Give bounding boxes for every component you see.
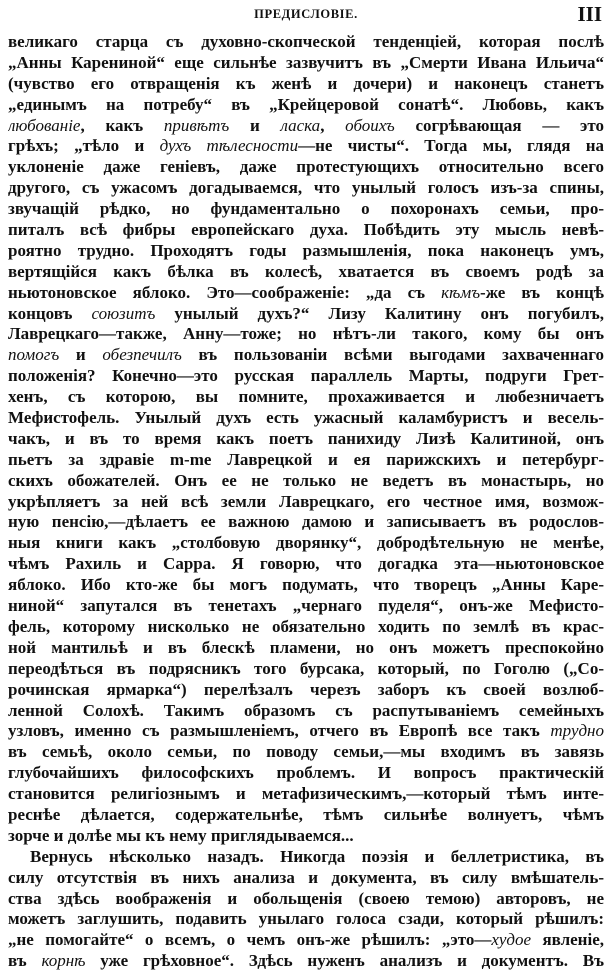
text-segment: положенія? Конечно—это русская параллель Марты, подруги Грет- (8, 366, 604, 386)
italic-text: союзитъ (91, 303, 156, 323)
text-segment: силу отсутствія въ нихъ анализа и документа, въ силу вмѣшатель- (8, 867, 604, 887)
text-segment: переодѣться въ подрясникъ того бурсака, который, по Гоголю („Со- (8, 658, 604, 678)
text-line (8, 345, 604, 366)
text-segment: хенъ, съ которою, вы помните, прохаживается и любезничаетъ (8, 387, 604, 407)
text-segment: въ (8, 951, 42, 971)
text-segment: —не чисты“. Тогда мы, глядя на (298, 136, 604, 156)
italic-text: привѣтъ (163, 115, 230, 135)
text-segment: становится религіознымъ и метафизическимъ,—который тѣмъ инте- (8, 784, 604, 804)
text-line (8, 492, 604, 513)
text-line (8, 721, 604, 742)
text-line (8, 283, 604, 304)
italic-text: ласка (280, 115, 321, 135)
text-segment: другого, съ ужасомъ догадываемся, что унылый голосъ изъ-за спины, (8, 178, 604, 198)
text-segment: роятно трудно. Проходятъ годы размышленія, пока наконецъ умъ, (8, 240, 604, 260)
text-segment: -же въ концѣ (480, 282, 604, 302)
page-number: III (577, 2, 602, 26)
text-line (8, 95, 604, 116)
text-line (8, 868, 604, 889)
text-segment: концовъ (8, 303, 92, 323)
italic-text: обоихъ (345, 115, 395, 135)
text-line (8, 220, 604, 241)
running-header (0, 2, 612, 26)
text-line (8, 53, 604, 74)
text-segment: зорче и долѣе мы къ нему приглядываемся... (8, 825, 354, 845)
text-line (8, 575, 604, 596)
text-segment: ниной“ запутался въ тенетахъ „чернаго пуделя“, онъ-же Мефисто- (8, 596, 604, 616)
text-segment: и (59, 345, 103, 365)
text-segment: Вернусь нѣсколько назадъ. Никогда поэзія и беллетристика, въ (30, 846, 604, 866)
italic-text: корнѣ (41, 951, 86, 971)
text-segment: унылый духъ?“ Лизу Калитину онъ погубилъ, (155, 303, 604, 323)
text-line (8, 199, 604, 220)
text-line (8, 157, 604, 178)
text-line (8, 826, 604, 847)
text-segment: ства здѣсь воображенія и обольщенія (своею темою) авторовъ, не (8, 888, 604, 908)
text-line (8, 241, 604, 262)
text-segment: ленной Солохѣ. Такимъ образомъ съ распутываніемъ семейныхъ (8, 700, 604, 720)
text-line (8, 32, 604, 53)
italic-text: худое (491, 930, 532, 950)
text-segment: чакъ, и въ то время какъ поетъ панихиду Лизѣ Калитиной, онъ (8, 428, 604, 448)
text-line (8, 554, 604, 575)
text-segment: пьетъ за здравіе m-me Лаврецкой и ея парижскихъ и петербург- (8, 449, 604, 469)
text-segment: великаго старца съ духовно-скопческой тенденціей, которая послѣ (8, 32, 604, 51)
text-segment: согрѣвающая — это (394, 115, 604, 135)
text-segment: скихъ обожателей. Онъ ее не только не ведетъ въ монастырь, но (8, 470, 604, 490)
italic-text: трудно (550, 721, 604, 741)
text-line (8, 74, 604, 95)
italic-text: кѣмъ (441, 282, 481, 302)
text-segment: ньютоновское яблоко. Это—соображеніе: „да съ (8, 282, 442, 302)
text-line (8, 262, 604, 283)
text-line (8, 178, 604, 199)
text-segment: ной мантильѣ и въ блескѣ пламени, но онъ можетъ преспокойно (8, 637, 604, 657)
text-line (8, 136, 604, 157)
text-segment: узловъ, именно съ размышленіемъ, отчего въ Европѣ все такъ (8, 721, 551, 741)
text-segment: , (320, 115, 346, 135)
italic-text: духъ тѣлесности (159, 136, 299, 156)
text-line (8, 742, 604, 763)
text-segment: (чувство его отвращенія къ женѣ и дочери) и наконецъ станетъ (8, 73, 604, 93)
text-line (8, 805, 604, 826)
text-segment: ную пенсію,—дѣлаетъ ее важною дамою и записываетъ въ родослов- (8, 512, 604, 532)
text-segment: рочинская ярмарка“) перелѣзалъ черезъ заборъ къ своей возлюб- (8, 679, 604, 699)
running-title: ПРЕДИСЛОВІЕ. (254, 7, 358, 21)
text-segment: , какъ (80, 115, 164, 135)
text-line (8, 512, 604, 533)
text-line (8, 617, 604, 638)
text-segment: уже грѣховное“. Здѣсь нуженъ анализъ и документъ. Въ (85, 951, 604, 971)
text-segment: яблоко. Ибо кто-же бы могъ подумать, что творецъ „Анны Каре- (8, 575, 604, 595)
text-segment: „единымъ на потребу“ въ „Крейцеровой сонатѣ“. Любовь, какъ (8, 94, 604, 114)
text-segment: звучащій рѣдко, но фундаментально о похоронахъ семьи, про- (8, 199, 604, 219)
text-line (8, 387, 604, 408)
text-segment: въ пользованіи всѣми выгодами захваченнаго (181, 345, 604, 365)
italic-text: обезпечилъ (102, 345, 182, 365)
text-line (8, 116, 604, 137)
text-line (8, 471, 604, 492)
text-segment: Мефистофель. Унылый духъ есть ужасный каламбуристъ и весель- (8, 408, 604, 428)
text-line (8, 450, 604, 471)
text-line (8, 889, 604, 910)
text-segment: въ семьѣ, около семьи, по поводу семьи,—мы входимъ въ завязь (8, 742, 604, 762)
text-segment: фель, которому нисколько не обязательно ходить по землѣ въ крас- (8, 616, 604, 636)
text-line (8, 596, 604, 617)
text-line (8, 324, 604, 345)
text-line (8, 701, 604, 722)
italic-text: помогъ (8, 345, 60, 365)
text-segment: реснѣе дѣлается, содержательнѣе, тѣмъ сильнѣе волнуетъ, чѣмъ (8, 804, 604, 824)
text-line (8, 847, 604, 868)
text-segment: укрѣпляетъ за ней всѣ земли Лаврецкаго, его честное имя, возмож- (8, 491, 604, 511)
text-segment: „не помогайте“ о всемъ, о чемъ онъ-же рѣшилъ: „это— (8, 930, 492, 950)
text-line (8, 533, 604, 554)
text-line (8, 366, 604, 387)
text-line (8, 930, 604, 951)
text-segment: и (229, 115, 281, 135)
text-segment: Лаврецкаго—также, Анну—тоже; но нѣтъ-ли такого, кому бы онъ (8, 324, 604, 344)
text-segment: можетъ заглушить, подавить унылаго голоса сзади, который рѣшилъ: (8, 909, 604, 929)
text-segment: вертящійся какъ бѣлка въ колесѣ, хватается въ своемъ родѣ за (8, 261, 604, 281)
text-segment: чѣмъ Рахиль и Сарра. Я говорю, что догадка эта—ньютоновское (8, 554, 604, 574)
text-segment: „Анны Карениной“ еще сильнѣе зазвучитъ въ „Смерти Ивана Ильича“ (8, 52, 604, 72)
text-segment: явленіе, (531, 930, 604, 950)
text-line (8, 429, 604, 450)
italic-text: любованіе (8, 115, 81, 135)
text-line (8, 784, 604, 805)
text-line (8, 659, 604, 680)
text-segment: ныя книги какъ „столбовую дворянку“, добродѣтельную не менѣе, (8, 533, 604, 553)
text-line (8, 304, 604, 325)
text-segment: питалъ всѣ фибры европейскаго духа. Побѣдить эту мысль невѣ- (8, 220, 604, 240)
text-line (8, 763, 604, 784)
text-line (8, 951, 604, 972)
body-text (8, 32, 604, 972)
text-line (8, 638, 604, 659)
text-segment: глубочайшихъ философскихъ проблемъ. И вопросъ практическій (8, 763, 604, 783)
text-segment: грѣхъ; „тѣло и (8, 136, 160, 156)
text-line (8, 680, 604, 701)
text-line (8, 909, 604, 930)
text-segment: уклоненіе даже геніевъ, даже протестующихъ относительно всего (8, 157, 604, 177)
text-line (8, 408, 604, 429)
